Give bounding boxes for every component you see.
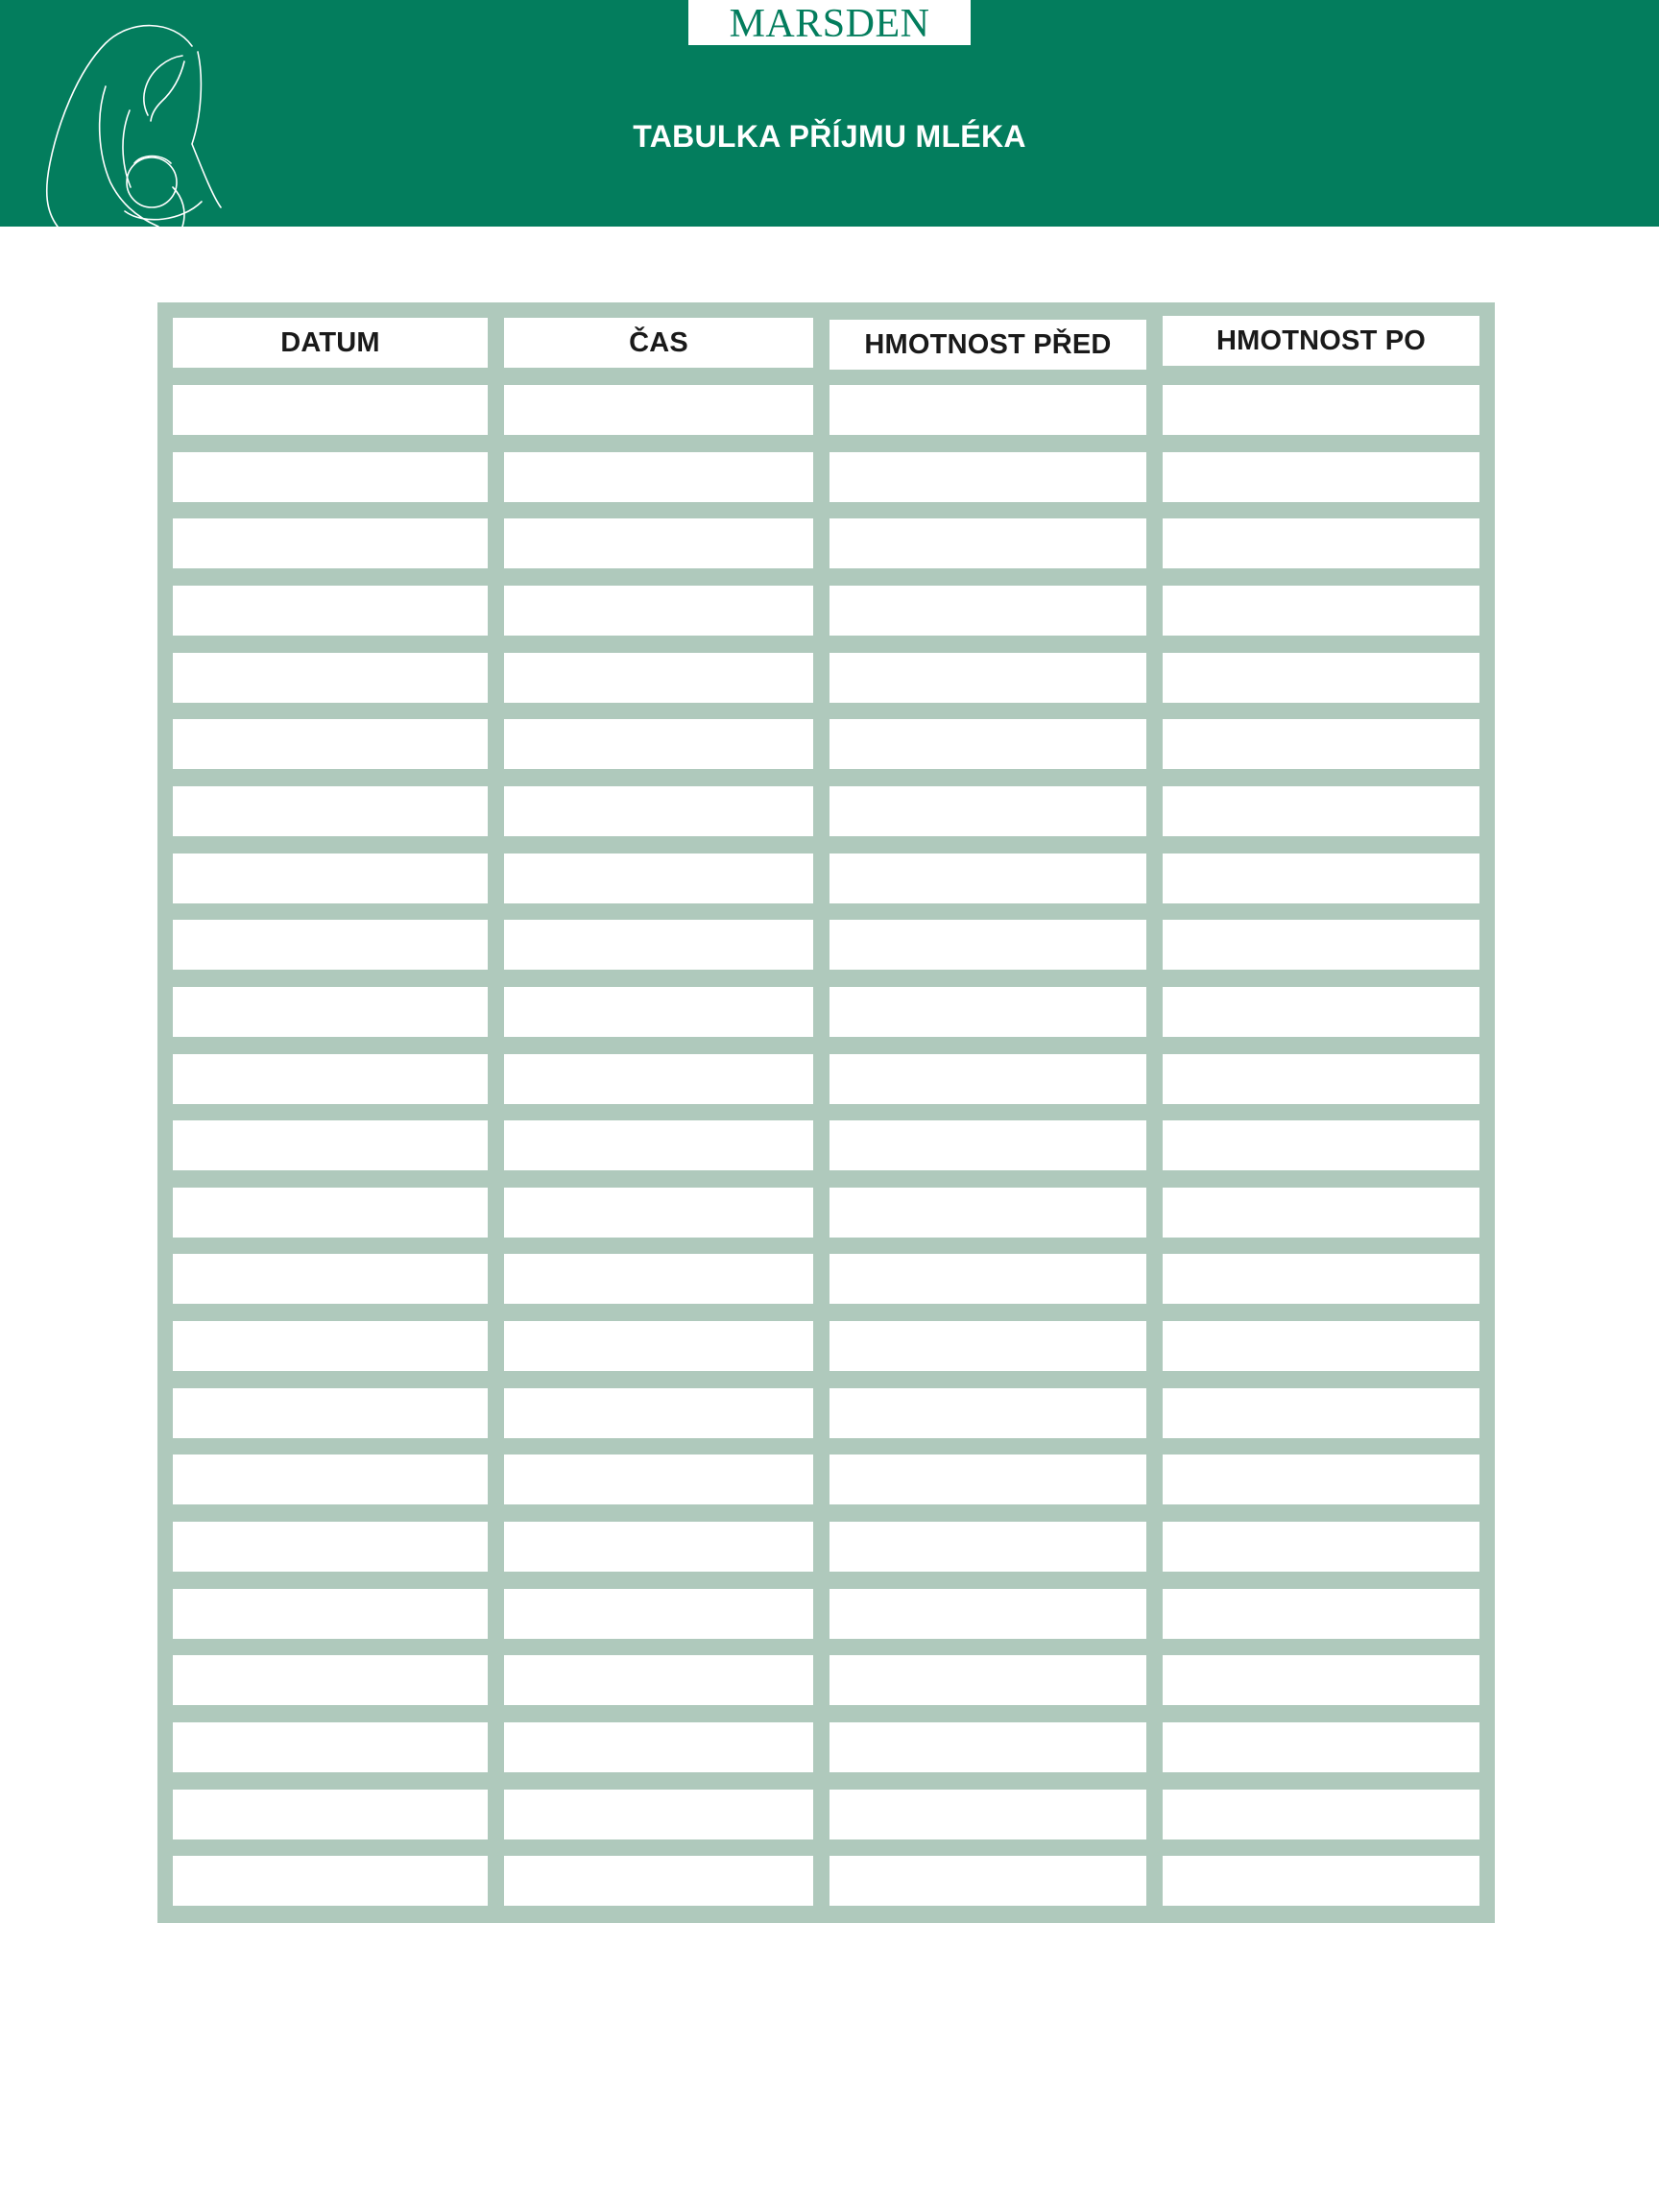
table-cell-hmotnost-po[interactable] <box>1163 1790 1479 1839</box>
table-cell-cas[interactable] <box>504 1856 813 1906</box>
table-cell-hmotnost-po[interactable] <box>1163 586 1479 636</box>
table-cell-hmotnost-pred[interactable] <box>830 1790 1146 1839</box>
table-cell-cas[interactable] <box>504 518 813 568</box>
table-cell-datum[interactable] <box>173 1388 488 1438</box>
table-cell-datum[interactable] <box>173 452 488 502</box>
table-cell-datum[interactable] <box>173 1120 488 1170</box>
table-cell-hmotnost-po[interactable] <box>1163 1589 1479 1639</box>
table-cell-hmotnost-pred[interactable] <box>830 1054 1146 1104</box>
table-cell-hmotnost-pred[interactable] <box>830 1455 1146 1504</box>
table-cell-cas[interactable] <box>504 719 813 769</box>
brand-logo <box>688 0 971 45</box>
brand-name: MARSDEN <box>729 1 930 46</box>
table-cell-datum[interactable] <box>173 1722 488 1772</box>
table-cell-hmotnost-po[interactable] <box>1163 920 1479 970</box>
table-cell-datum[interactable] <box>173 1655 488 1705</box>
table-cell-datum[interactable] <box>173 719 488 769</box>
table-cell-cas[interactable] <box>504 1722 813 1772</box>
page-header <box>0 0 1659 227</box>
table-cell-datum[interactable] <box>173 1254 488 1304</box>
table-cell-hmotnost-po[interactable] <box>1163 1455 1479 1504</box>
table-cell-cas[interactable] <box>504 1790 813 1839</box>
table-cell-hmotnost-po[interactable] <box>1163 1388 1479 1438</box>
table-cell-hmotnost-po[interactable] <box>1163 987 1479 1037</box>
table-cell-cas[interactable] <box>504 1054 813 1104</box>
table-cell-hmotnost-pred[interactable] <box>830 452 1146 502</box>
table-cell-datum[interactable] <box>173 786 488 836</box>
table-cell-datum[interactable] <box>173 385 488 435</box>
table-cell-hmotnost-pred[interactable] <box>830 518 1146 568</box>
table-cell-hmotnost-po[interactable] <box>1163 1254 1479 1304</box>
table-cell-datum[interactable] <box>173 518 488 568</box>
table-cell-hmotnost-po[interactable] <box>1163 1856 1479 1906</box>
table-cell-datum[interactable] <box>173 987 488 1037</box>
table-cell-cas[interactable] <box>504 854 813 903</box>
table-cell-datum[interactable] <box>173 1054 488 1104</box>
table-cell-cas[interactable] <box>504 653 813 703</box>
table-cell-hmotnost-pred[interactable] <box>830 786 1146 836</box>
table-cell-hmotnost-pred[interactable] <box>830 1722 1146 1772</box>
table-cell-datum[interactable] <box>173 920 488 970</box>
table-cell-datum[interactable] <box>173 1321 488 1371</box>
table-cell-cas[interactable] <box>504 920 813 970</box>
table-cell-hmotnost-pred[interactable] <box>830 653 1146 703</box>
table-cell-hmotnost-pred[interactable] <box>830 1589 1146 1639</box>
table-cell-hmotnost-pred[interactable] <box>830 1321 1146 1371</box>
table-cell-cas[interactable] <box>504 1455 813 1504</box>
table-cell-cas[interactable] <box>504 1388 813 1438</box>
table-cell-hmotnost-po[interactable] <box>1163 1522 1479 1572</box>
table-cell-hmotnost-po[interactable] <box>1163 1188 1479 1238</box>
page-title: TABULKA PŘÍJMU MLÉKA <box>633 119 1026 154</box>
table-cell-datum[interactable] <box>173 1856 488 1906</box>
column-header-datum: DATUM <box>173 318 488 368</box>
milk-intake-table <box>157 302 1495 1923</box>
table-cell-hmotnost-pred[interactable] <box>830 1188 1146 1238</box>
table-cell-hmotnost-pred[interactable] <box>830 1254 1146 1304</box>
table-cell-hmotnost-po[interactable] <box>1163 452 1479 502</box>
column-header-hmotnost-po: HMOTNOST PO <box>1163 316 1479 366</box>
table-cell-hmotnost-po[interactable] <box>1163 1321 1479 1371</box>
table-cell-hmotnost-po[interactable] <box>1163 1722 1479 1772</box>
table-cell-datum[interactable] <box>173 1188 488 1238</box>
table-cell-cas[interactable] <box>504 586 813 636</box>
table-cell-hmotnost-pred[interactable] <box>830 385 1146 435</box>
table-cell-hmotnost-pred[interactable] <box>830 1388 1146 1438</box>
table-cell-cas[interactable] <box>504 452 813 502</box>
table-cell-hmotnost-po[interactable] <box>1163 854 1479 903</box>
table-cell-hmotnost-po[interactable] <box>1163 385 1479 435</box>
column-header-cas: ČAS <box>504 318 813 368</box>
table-cell-cas[interactable] <box>504 1522 813 1572</box>
table-cell-datum[interactable] <box>173 1790 488 1839</box>
table-cell-cas[interactable] <box>504 1254 813 1304</box>
table-cell-cas[interactable] <box>504 1589 813 1639</box>
table-cell-hmotnost-pred[interactable] <box>830 854 1146 903</box>
table-cell-hmotnost-pred[interactable] <box>830 1120 1146 1170</box>
table-cell-hmotnost-pred[interactable] <box>830 1522 1146 1572</box>
table-cell-cas[interactable] <box>504 1120 813 1170</box>
table-cell-datum[interactable] <box>173 854 488 903</box>
table-cell-datum[interactable] <box>173 586 488 636</box>
table-cell-hmotnost-po[interactable] <box>1163 1655 1479 1705</box>
table-cell-hmotnost-pred[interactable] <box>830 1655 1146 1705</box>
table-cell-cas[interactable] <box>504 1655 813 1705</box>
table-cell-cas[interactable] <box>504 385 813 435</box>
table-cell-hmotnost-po[interactable] <box>1163 786 1479 836</box>
column-header-hmotnost-pred: HMOTNOST PŘED <box>830 320 1146 370</box>
table-cell-hmotnost-pred[interactable] <box>830 586 1146 636</box>
table-cell-hmotnost-po[interactable] <box>1163 1054 1479 1104</box>
table-cell-datum[interactable] <box>173 1455 488 1504</box>
table-cell-cas[interactable] <box>504 1188 813 1238</box>
table-cell-hmotnost-po[interactable] <box>1163 518 1479 568</box>
table-cell-cas[interactable] <box>504 1321 813 1371</box>
table-cell-hmotnost-pred[interactable] <box>830 719 1146 769</box>
table-cell-cas[interactable] <box>504 987 813 1037</box>
table-cell-hmotnost-po[interactable] <box>1163 653 1479 703</box>
table-cell-hmotnost-po[interactable] <box>1163 719 1479 769</box>
table-cell-hmotnost-pred[interactable] <box>830 920 1146 970</box>
table-cell-hmotnost-pred[interactable] <box>830 1856 1146 1906</box>
table-cell-hmotnost-pred[interactable] <box>830 987 1146 1037</box>
table-cell-datum[interactable] <box>173 1589 488 1639</box>
table-cell-datum[interactable] <box>173 653 488 703</box>
table-cell-cas[interactable] <box>504 786 813 836</box>
table-cell-datum[interactable] <box>173 1522 488 1572</box>
table-cell-hmotnost-po[interactable] <box>1163 1120 1479 1170</box>
